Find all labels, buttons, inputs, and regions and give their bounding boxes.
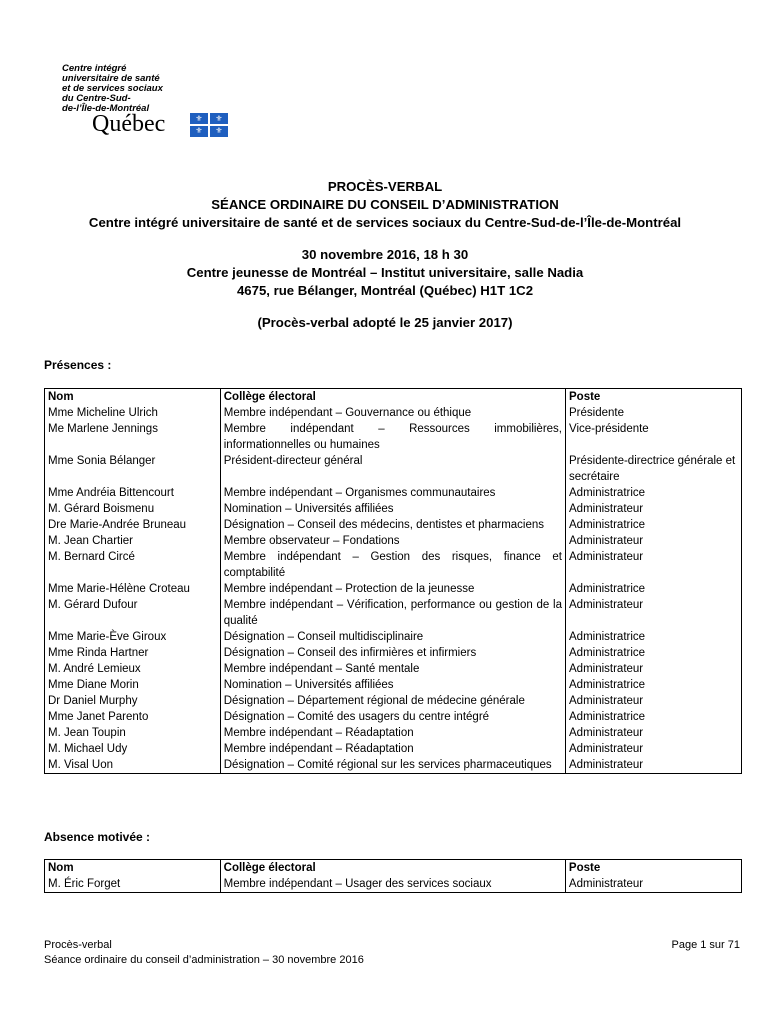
table-row	[45, 709, 742, 725]
position: Administrateur	[566, 501, 742, 517]
table-row	[45, 581, 742, 597]
member-name: Dre Marie-Andrée Bruneau	[45, 517, 221, 533]
member-name: M. Visal Uon	[45, 757, 221, 774]
position: Administrateur	[566, 693, 742, 709]
electoral-college: Nomination – Universités affiliées	[220, 677, 565, 693]
position: Administratrice	[566, 709, 742, 725]
member-name: M. Gérard Boismenu	[45, 501, 221, 517]
table-row	[45, 876, 742, 893]
electoral-college: Membre indépendant – Réadaptation	[220, 725, 565, 741]
member-name: M. Jean Chartier	[45, 533, 221, 549]
member-name: Mme Marie-Ève Giroux	[45, 629, 221, 645]
table-header-row	[45, 389, 742, 406]
logo-line: de-l’Île-de-Montréal	[62, 103, 150, 114]
logo-line: du Centre-Sud-	[62, 93, 131, 104]
electoral-college: Désignation – Comité régional sur les services pharmaceutiques	[220, 757, 565, 774]
member-name: Mme Marie-Hélène Croteau	[45, 581, 221, 597]
table-row	[45, 693, 742, 709]
column-header: Nom	[45, 860, 221, 877]
meeting-address: 4675, rue Bélanger, Montréal (Québec) H1T 1C2	[236, 283, 534, 298]
table-row	[45, 677, 742, 693]
member-name: M. Gérard Dufour	[45, 597, 221, 629]
electoral-college: Désignation – Conseil des infirmières et infirmiers	[220, 645, 565, 661]
position: Administratrice	[566, 677, 742, 693]
electoral-college: Membre indépendant – Protection de la jeunesse	[220, 581, 565, 597]
electoral-college: Membre indépendant – Gestion des risques, finance et comptabilité	[220, 549, 565, 581]
position: Administratrice	[566, 581, 742, 597]
position: Administratrice	[566, 629, 742, 645]
meeting-venue: Centre jeunesse de Montréal – Institut universitaire, salle Nadia	[186, 265, 584, 280]
document-title-block	[0, 178, 770, 332]
meeting-type: SÉANCE ORDINAIRE DU CONSEIL D’ADMINISTRATION	[211, 197, 559, 212]
footer-left	[44, 938, 364, 968]
position: Vice-présidente	[566, 421, 742, 453]
member-name: M. Éric Forget	[45, 876, 221, 893]
position: Administrateur	[566, 725, 742, 741]
doc-title: PROCÈS-VERBAL	[327, 179, 443, 194]
quebec-flag-icon: ⚜ ⚜ ⚜ ⚜	[190, 113, 228, 137]
member-name: M. Jean Toupin	[45, 725, 221, 741]
presences-table	[44, 388, 742, 774]
table-row	[45, 501, 742, 517]
position: Administrateur	[566, 597, 742, 629]
electoral-college: Désignation – Comité des usagers du centre intégré	[220, 709, 565, 725]
member-name: M. Michael Udy	[45, 741, 221, 757]
column-header: Poste	[566, 389, 742, 406]
logo-line: Centre intégré	[62, 63, 127, 74]
table-row	[45, 645, 742, 661]
meeting-date: 30 novembre 2016, 18 h 30	[301, 247, 469, 262]
table-header-row	[45, 860, 742, 877]
column-header: Collège électoral	[220, 860, 565, 877]
absences-table	[44, 859, 742, 893]
page-number: Page 1 sur 71	[671, 939, 740, 951]
table-row	[45, 421, 742, 453]
position: Administrateur	[566, 757, 742, 774]
table-row	[45, 725, 742, 741]
member-name: Mme Sonia Bélanger	[45, 453, 221, 485]
table-row	[45, 517, 742, 533]
logo-text	[62, 64, 232, 114]
table-row	[45, 661, 742, 677]
electoral-college: Membre indépendant – Vérification, performance ou gestion de la qualité	[220, 597, 565, 629]
electoral-college: Membre indépendant – Réadaptation	[220, 741, 565, 757]
member-name: Mme Micheline Ulrich	[45, 405, 221, 421]
footer-meeting: Séance ordinaire du conseil d’administration – 30 novembre 2016	[44, 954, 364, 966]
member-name: Me Marlene Jennings	[45, 421, 221, 453]
member-name: M. Bernard Circé	[45, 549, 221, 581]
quebec-wordmark: Québec	[92, 111, 166, 137]
position: Administratrice	[566, 645, 742, 661]
member-name: M. André Lemieux	[45, 661, 221, 677]
electoral-college: Nomination – Universités affiliées	[220, 501, 565, 517]
table-row	[45, 405, 742, 421]
column-header: Poste	[565, 860, 741, 877]
position: Administratrice	[566, 517, 742, 533]
electoral-college: Membre indépendant – Santé mentale	[220, 661, 565, 677]
position: Présidente-directrice générale et secrétaire	[566, 453, 742, 485]
member-name: Mme Diane Morin	[45, 677, 221, 693]
electoral-college: Désignation – Conseil des médecins, dentistes et pharmaciens	[220, 517, 565, 533]
electoral-college: Membre indépendant – Usager des services sociaux	[220, 876, 565, 893]
absences-label: Absence motivée :	[44, 830, 151, 844]
electoral-college: Membre indépendant – Ressources immobilières, informationnelles ou humaines	[220, 421, 565, 453]
electoral-college: Membre observateur – Fondations	[220, 533, 565, 549]
electoral-college: Président-directeur général	[220, 453, 565, 485]
cemtl-logo	[62, 64, 232, 144]
organization-name: Centre intégré universitaire de santé et de services sociaux du Centre-Sud-de-l’Île-de-Montréal	[88, 215, 682, 230]
electoral-college: Désignation – Département régional de médecine générale	[220, 693, 565, 709]
position: Présidente	[566, 405, 742, 421]
table-row	[45, 757, 742, 774]
position: Administrateur	[565, 876, 741, 893]
table-row	[45, 485, 742, 501]
table-row	[45, 533, 742, 549]
electoral-college: Membre indépendant – Gouvernance ou éthique	[220, 405, 565, 421]
table-row	[45, 741, 742, 757]
position: Administrateur	[566, 533, 742, 549]
position: Administrateur	[566, 661, 742, 677]
table-row	[45, 549, 742, 581]
member-name: Mme Andréia Bittencourt	[45, 485, 221, 501]
member-name: Mme Rinda Hartner	[45, 645, 221, 661]
electoral-college: Membre indépendant – Organismes communautaires	[220, 485, 565, 501]
column-header: Collège électoral	[220, 389, 565, 406]
member-name: Dr Daniel Murphy	[45, 693, 221, 709]
logo-line: universitaire de santé	[62, 73, 160, 84]
table-row	[45, 597, 742, 629]
presences-label: Présences :	[44, 358, 112, 372]
member-name: Mme Janet Parento	[45, 709, 221, 725]
position: Administrateur	[566, 741, 742, 757]
electoral-college: Désignation – Conseil multidisciplinaire	[220, 629, 565, 645]
position: Administrateur	[566, 549, 742, 581]
position: Administratrice	[566, 485, 742, 501]
logo-line: et de services sociaux	[62, 83, 163, 94]
table-row	[45, 629, 742, 645]
table-row	[45, 453, 742, 485]
column-header: Nom	[45, 389, 221, 406]
footer-doc-type: Procès-verbal	[44, 939, 112, 951]
adoption-note: (Procès-verbal adopté le 25 janvier 2017)	[257, 315, 513, 330]
